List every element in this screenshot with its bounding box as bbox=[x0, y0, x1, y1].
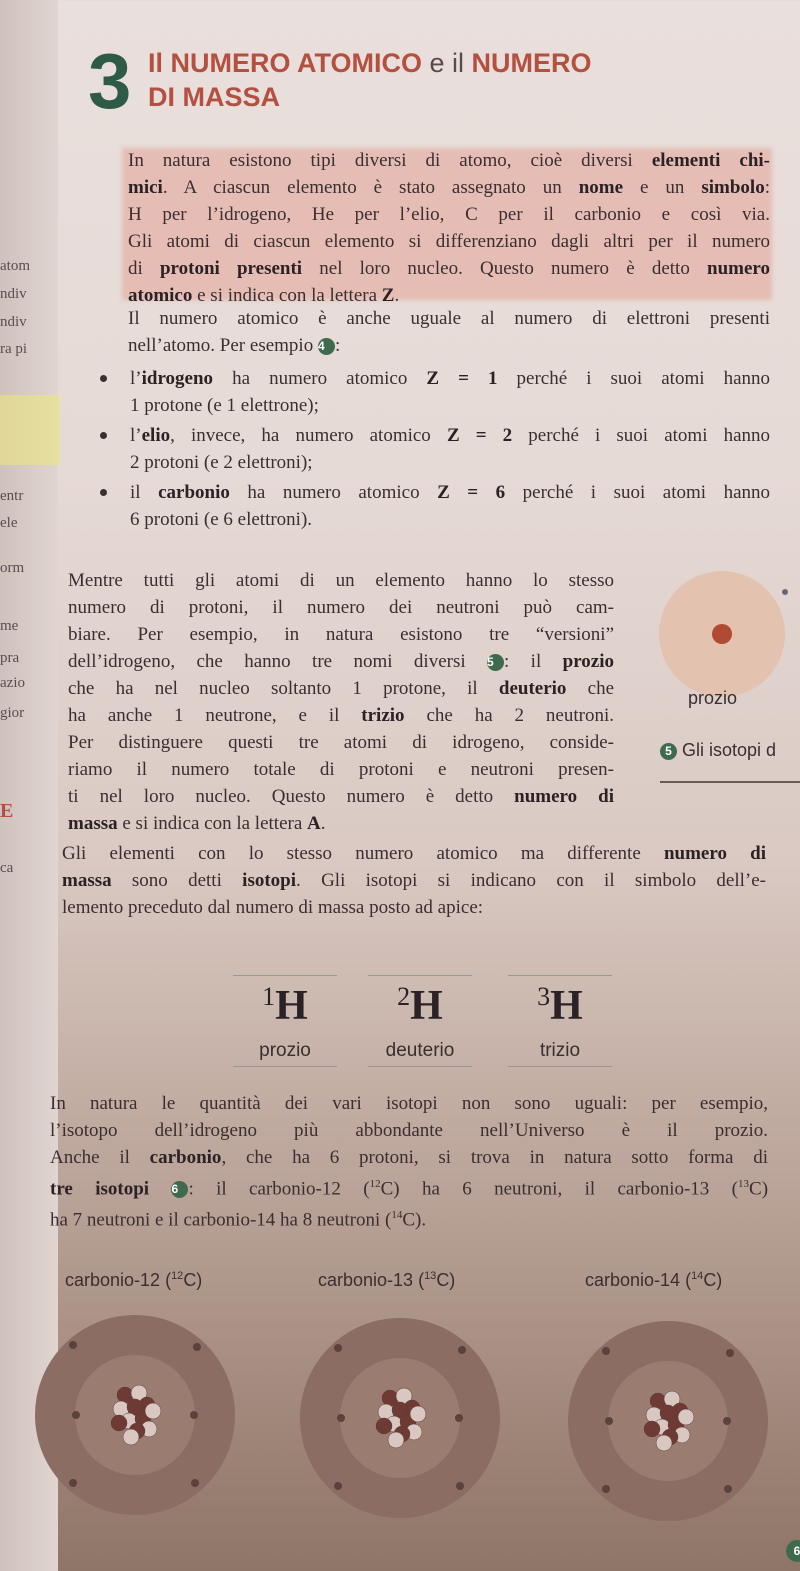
bold-term: elementi chi- bbox=[651, 150, 770, 171]
proton bbox=[644, 1421, 660, 1437]
text-run: Anche il bbox=[50, 1147, 150, 1168]
bold-term: massa bbox=[68, 813, 118, 834]
protium-label: prozio bbox=[688, 688, 738, 708]
text-line bbox=[68, 567, 614, 594]
text-run: numero di protoni, il numero dei neutroni può cam- bbox=[68, 597, 614, 618]
text-line bbox=[62, 840, 766, 867]
text-run: Mentre tutti gli atomi di un elemento hanno lo stesso bbox=[68, 570, 614, 591]
protium-atom-figure bbox=[650, 568, 800, 708]
bullet-dot bbox=[100, 489, 107, 496]
isotope-box bbox=[233, 975, 337, 1067]
margin-fragment: orm bbox=[0, 560, 25, 576]
text-run: . bbox=[320, 813, 326, 834]
isotope-symbol: $^3$H bbox=[537, 982, 583, 1029]
bullet-dot bbox=[100, 375, 107, 382]
text-run: : il bbox=[504, 651, 563, 672]
text-run: biare. Per esempio, in natura esistono tre “versioni” bbox=[68, 624, 614, 645]
text-line bbox=[68, 810, 614, 837]
margin-fragment: pra bbox=[0, 650, 20, 666]
margin-fragment: ra pi bbox=[0, 341, 28, 357]
text-run: dell’idrogeno, che hanno tre nomi diversi bbox=[68, 651, 488, 672]
text-run: perché i suoi atomi hanno bbox=[505, 482, 770, 503]
mass-number: 1 bbox=[262, 982, 276, 1011]
neutron bbox=[388, 1432, 404, 1448]
margin-fragment: ca bbox=[0, 860, 14, 876]
isotope-name: trizio bbox=[539, 1040, 581, 1061]
electron bbox=[455, 1414, 463, 1422]
margin-fragment: entr bbox=[0, 488, 24, 504]
bullet-item bbox=[130, 479, 770, 533]
electron bbox=[602, 1485, 610, 1493]
text-run: C) bbox=[749, 1178, 769, 1200]
isotope-symbol: $^2$H bbox=[397, 982, 443, 1029]
text-run: 6 protoni (e 6 elettroni). bbox=[130, 509, 313, 530]
bold-term: A bbox=[307, 813, 321, 834]
text-line bbox=[68, 594, 614, 621]
text-run: che ha 2 neutroni. bbox=[404, 705, 614, 726]
text-run: C) ha 6 neutroni, il carbonio-13 ( bbox=[380, 1178, 739, 1200]
electron bbox=[337, 1414, 345, 1422]
text-run: In natura esistono tipi diversi di atomo, cioè diversi bbox=[128, 150, 652, 171]
bold-term: nome bbox=[578, 177, 624, 198]
text-line bbox=[130, 479, 770, 506]
electron bbox=[334, 1344, 342, 1352]
text-run: ha numero atomico bbox=[229, 482, 438, 503]
mass-superscript: 13 bbox=[738, 1178, 750, 1190]
bold-term: elio bbox=[141, 425, 171, 446]
text-line bbox=[128, 228, 770, 255]
paragraph-isotopes-intro bbox=[68, 567, 614, 837]
text-run: ti nel loro nucleo. Questo numero è detto bbox=[68, 786, 515, 807]
text-run: e si indica con la lettera bbox=[117, 813, 308, 834]
text-run: , invece, ha numero atomico bbox=[170, 425, 447, 446]
text-line bbox=[128, 332, 770, 359]
electron bbox=[605, 1417, 613, 1425]
neutron bbox=[410, 1406, 426, 1422]
bold-term: carbonio bbox=[149, 1147, 222, 1168]
bold-term: simbolo bbox=[701, 177, 765, 198]
paragraph-abundance bbox=[50, 1090, 768, 1234]
text-run bbox=[149, 1178, 171, 1199]
isotope-name: deuterio bbox=[385, 1040, 455, 1061]
element-symbol: C) bbox=[703, 1270, 723, 1290]
bold-term: Z = 6 bbox=[437, 482, 506, 503]
text-run: perché i suoi atomi hanno bbox=[497, 368, 771, 389]
text-line bbox=[130, 422, 770, 449]
isotope-name: carbonio-12 ( bbox=[65, 1270, 172, 1290]
margin-fragment: me bbox=[0, 618, 19, 634]
caption-divider bbox=[660, 781, 800, 783]
electron bbox=[72, 1411, 80, 1419]
text-run: nell’atomo. Per esempio bbox=[128, 335, 318, 356]
text-run: : il carbonio-12 ( bbox=[188, 1178, 370, 1200]
text-line bbox=[130, 506, 770, 533]
paragraph-isotopes-definition bbox=[62, 840, 766, 921]
text-line bbox=[128, 174, 770, 201]
margin-fragment: ndiv bbox=[0, 314, 27, 330]
electron bbox=[724, 1485, 732, 1493]
yellow-highlight-previous-page bbox=[0, 395, 60, 465]
bold-term: protoni presenti bbox=[159, 258, 303, 279]
margin-fragment: gior bbox=[0, 705, 25, 721]
text-run: ha 7 neutroni e il carbonio-14 ha 8 neutroni ( bbox=[50, 1209, 392, 1231]
text-line bbox=[128, 201, 770, 228]
text-run: . bbox=[394, 285, 400, 306]
text-run: l’isotopo dell’idrogeno più abbondante nell’Universo è il prozio. bbox=[50, 1120, 768, 1141]
proton bbox=[111, 1415, 127, 1431]
margin-fragment: ele bbox=[0, 515, 18, 531]
carbon-isotope-label bbox=[585, 1270, 722, 1291]
electron bbox=[456, 1482, 464, 1490]
bold-term: idrogeno bbox=[141, 368, 214, 389]
text-line bbox=[68, 783, 614, 810]
margin-fragment: E bbox=[0, 800, 14, 822]
electron bbox=[602, 1347, 610, 1355]
bullet-dot bbox=[100, 432, 107, 439]
electron bbox=[69, 1479, 77, 1487]
element-symbol: C) bbox=[436, 1270, 456, 1290]
text-line bbox=[128, 147, 770, 174]
isotope-name: carbonio-13 ( bbox=[318, 1270, 425, 1290]
bullet-item bbox=[130, 365, 770, 419]
paragraph-definition-elements bbox=[128, 147, 770, 309]
electron bbox=[782, 589, 788, 595]
carbon-atom-figure bbox=[25, 1305, 245, 1525]
electron bbox=[726, 1349, 734, 1357]
text-run: : bbox=[764, 177, 770, 198]
text-run: Gli atomi di ciascun elemento si differenziano dagli altri per il numero bbox=[128, 231, 770, 252]
section-number: 3 bbox=[88, 37, 132, 125]
title-part: Il NUMERO ATOMICO bbox=[148, 48, 422, 78]
section-title bbox=[148, 46, 592, 114]
text-run: lemento preceduto dal numero di massa posto ad apice: bbox=[62, 897, 484, 918]
mass-superscript: 14 bbox=[391, 1209, 403, 1222]
figure-6-badge: 6 bbox=[786, 1540, 800, 1562]
text-line bbox=[50, 1144, 768, 1171]
text-line bbox=[50, 1202, 768, 1233]
bold-term: Z = 2 bbox=[446, 425, 513, 446]
nucleus bbox=[712, 624, 732, 644]
text-run: , che ha 6 protoni, si trova in natura sotto forma di bbox=[221, 1147, 768, 1168]
bold-term: numero di bbox=[514, 786, 614, 807]
text-line bbox=[130, 392, 770, 419]
text-run: l’ bbox=[130, 425, 142, 446]
text-run: di bbox=[128, 258, 160, 279]
text-run: : bbox=[334, 335, 341, 356]
text-run: In natura le quantità dei vari isotopi non sono uguali: per esempio, bbox=[50, 1093, 768, 1114]
bold-term: prozio bbox=[562, 651, 614, 672]
text-line bbox=[68, 702, 614, 729]
bold-term: isotopi bbox=[242, 870, 297, 891]
bold-term: trizio bbox=[361, 705, 405, 726]
electron bbox=[193, 1343, 201, 1351]
mass-number: 13 bbox=[424, 1270, 437, 1282]
electron bbox=[190, 1411, 198, 1419]
text-run: il bbox=[130, 482, 159, 503]
text-run: sono detti bbox=[111, 870, 243, 891]
text-run: e un bbox=[623, 177, 702, 198]
text-line bbox=[68, 675, 614, 702]
text-run: perché i suoi atomi hanno bbox=[512, 425, 771, 446]
bold-term: numero bbox=[707, 258, 771, 279]
bold-term: massa bbox=[62, 870, 112, 891]
text-line bbox=[68, 648, 614, 675]
carbon-isotope-label bbox=[318, 1270, 455, 1291]
isotope-name: prozio bbox=[259, 1040, 311, 1061]
proton bbox=[376, 1418, 392, 1434]
figure-reference-badge: 4 bbox=[318, 338, 335, 355]
figure-5-caption bbox=[660, 740, 776, 761]
neutron bbox=[656, 1435, 672, 1451]
text-run: ha anche 1 neutrone, e il bbox=[68, 705, 362, 726]
text-line bbox=[68, 621, 614, 648]
text-run: ha numero atomico bbox=[213, 368, 427, 389]
text-line bbox=[128, 255, 770, 282]
figure-reference-badge: 5 bbox=[487, 654, 504, 671]
text-line bbox=[130, 449, 770, 476]
electron bbox=[191, 1479, 199, 1487]
electron bbox=[458, 1346, 466, 1354]
text-run: . Gli isotopi si indicano con il simbolo dell’e- bbox=[296, 870, 767, 891]
text-line bbox=[50, 1171, 768, 1202]
text-run: Per distinguere questi tre atomi di idrogeno, conside- bbox=[68, 732, 614, 753]
text-line bbox=[68, 729, 614, 756]
bold-term: numero di bbox=[663, 843, 766, 864]
bold-term: tre isotopi bbox=[50, 1178, 150, 1200]
text-line bbox=[50, 1090, 768, 1117]
title-part: DI MASSA bbox=[148, 82, 281, 112]
element-symbol: C) bbox=[183, 1270, 203, 1290]
mass-number: 2 bbox=[397, 982, 411, 1011]
text-run: 2 protoni (e 2 elettroni); bbox=[130, 452, 313, 473]
figure-reference-badge: 6 bbox=[171, 1181, 188, 1198]
bold-term: Z = 1 bbox=[426, 368, 498, 389]
text-line bbox=[50, 1117, 768, 1144]
isotope-symbol: $^1$H bbox=[262, 982, 308, 1029]
text-line bbox=[128, 305, 770, 332]
carbon-atom-figure bbox=[558, 1311, 778, 1531]
mass-number: 3 bbox=[537, 982, 551, 1011]
bullet-item bbox=[130, 422, 770, 476]
text-run: nel loro nucleo. Questo numero è detto bbox=[302, 258, 708, 279]
bold-term: deuterio bbox=[498, 678, 567, 699]
electron bbox=[334, 1482, 342, 1490]
text-line bbox=[62, 867, 766, 894]
isotope-box bbox=[508, 975, 612, 1067]
text-line bbox=[130, 365, 770, 392]
bold-term: Z bbox=[381, 285, 395, 306]
isotope-name: carbonio-14 ( bbox=[585, 1270, 692, 1290]
figure-number-badge: 5 bbox=[660, 743, 677, 760]
text-run: riamo il numero totale di protoni e neutroni presen- bbox=[68, 759, 614, 780]
caption-text: Gli isotopi d bbox=[682, 740, 777, 760]
text-run: H per l’idrogeno, He per l’elio, C per il carbonio e così via. bbox=[128, 204, 770, 225]
text-run: Il numero atomico è anche uguale al numero di elettroni presenti bbox=[128, 308, 770, 329]
title-part: NUMERO bbox=[471, 48, 592, 78]
text-run: 1 protone (e 1 elettrone); bbox=[130, 395, 319, 416]
text-run: e si indica con la lettera bbox=[192, 285, 382, 306]
carbon-isotope-label bbox=[65, 1270, 202, 1291]
margin-fragment: atom bbox=[0, 258, 30, 274]
mass-number: 14 bbox=[691, 1270, 704, 1282]
electron bbox=[69, 1341, 77, 1349]
mass-superscript: 12 bbox=[369, 1178, 381, 1190]
text-line bbox=[68, 756, 614, 783]
carbon-atom-figure bbox=[290, 1308, 510, 1528]
text-run: che bbox=[566, 678, 614, 699]
neutron bbox=[123, 1429, 139, 1445]
text-line bbox=[62, 894, 766, 921]
electron bbox=[723, 1417, 731, 1425]
bold-term: atomico bbox=[128, 285, 193, 306]
paragraph-atomic-number bbox=[128, 305, 770, 359]
title-connector: e il bbox=[422, 48, 472, 78]
text-run: C). bbox=[402, 1209, 427, 1231]
neutron bbox=[145, 1403, 161, 1419]
text-run: . A ciascun elemento è stato assegnato un bbox=[162, 177, 579, 198]
text-run: Gli elementi con lo stesso numero atomico ma differente bbox=[62, 843, 664, 864]
text-run: l’ bbox=[130, 368, 142, 389]
margin-fragment: ndiv bbox=[0, 286, 27, 302]
text-run: che ha nel nucleo soltanto 1 protone, il bbox=[68, 678, 499, 699]
bold-term: mici bbox=[128, 177, 163, 198]
neutron bbox=[678, 1409, 694, 1425]
mass-number: 12 bbox=[171, 1270, 184, 1282]
isotope-box bbox=[368, 975, 472, 1067]
bold-term: carbonio bbox=[158, 482, 230, 503]
margin-fragment: azio bbox=[0, 675, 25, 691]
